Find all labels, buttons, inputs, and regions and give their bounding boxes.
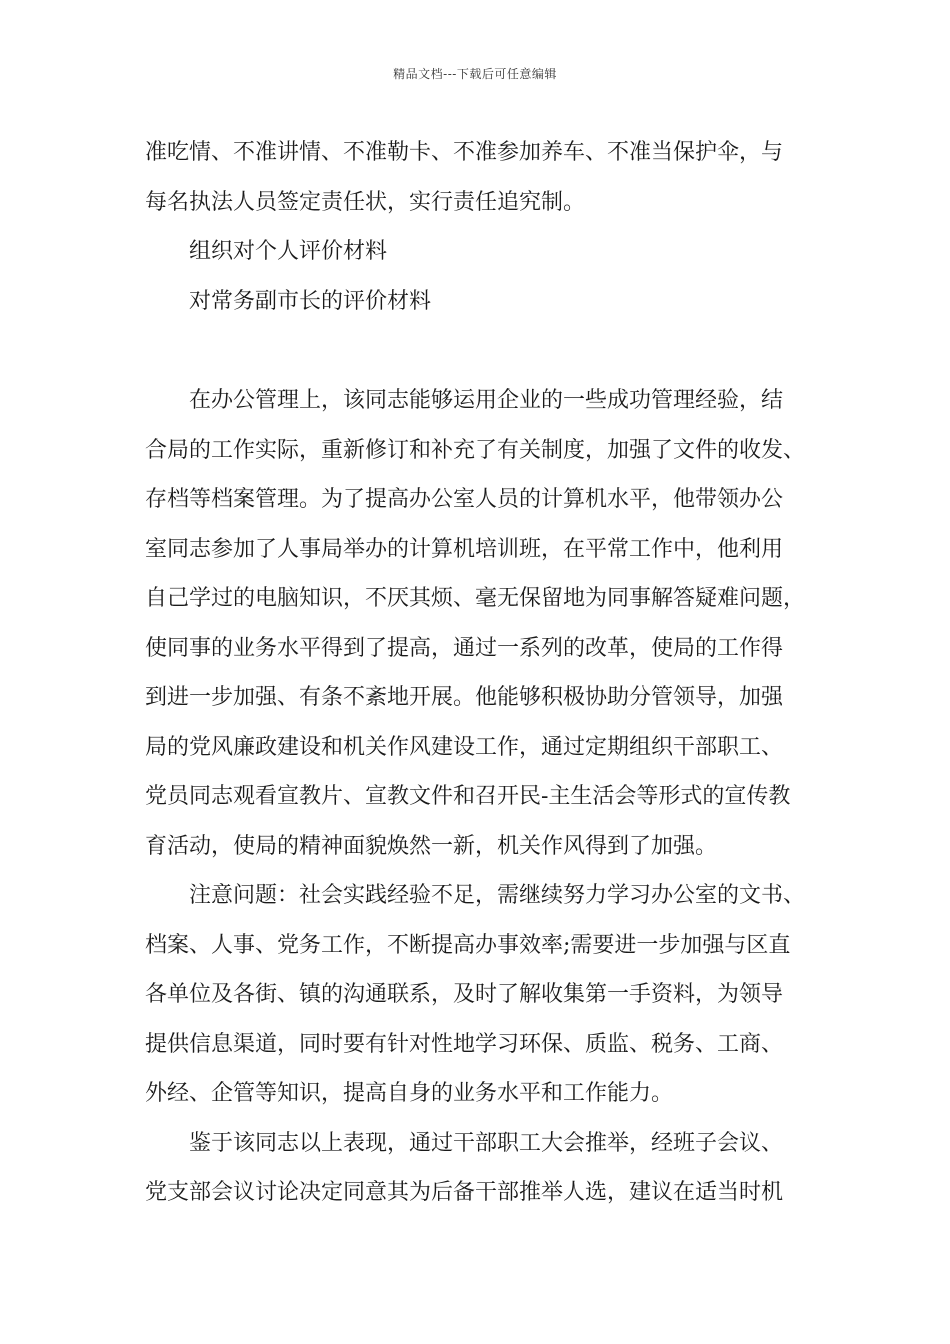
text-line: 室同志参加了人事局举办的计算机培训班，在平常工作中，他利用 [145, 536, 784, 562]
text-line: 党支部会议讨论决定同意其为后备干部推举人选，建议在适当时机 [145, 1180, 784, 1205]
text-line: 鉴于该同志以上表现，通过干部职工大会推举，经班子会议、 [189, 1130, 784, 1156]
text-line: 自己学过的电脑知识，不厌其烦、毫无保留地为同事解答疑难问题， [145, 586, 806, 611]
text-line: 育活动，使局的精神面貌焕然一新，机关作风得到了加强。 [145, 833, 718, 859]
section-subtitle: 对常务副市长的评价材料 [189, 288, 432, 314]
section-title: 组织对个人评价材料 [189, 239, 388, 264]
text-line: 档案、人事、党务工作，不断提高办事效率;需要进一步加强与区直 [145, 932, 791, 958]
text-line: 合局的工作实际，重新修订和补充了有关制度，加强了文件的收发、 [145, 437, 806, 463]
text-line: 准吃情、不准讲情、不准勒卡、不准参加养车、不准当保护伞，与 [145, 140, 784, 165]
text-line: 使同事的业务水平得到了提高，通过一系列的改革，使局的工作得 [145, 635, 784, 661]
document-body [145, 128, 825, 1218]
text-line: 各单位及各街、镇的沟通联系，及时了解收集第一手资料，为领导 [145, 982, 784, 1007]
page-header: 精品文档---下载后可任意编辑 [393, 67, 557, 81]
text-line: 党员同志观看宣教片、宣教文件和召开民-主生活会等形式的宣传教 [145, 784, 791, 809]
text-line: 存档等档案管理。为了提高办公室人员的计算机水平，他带领办公 [145, 487, 784, 512]
text-line: 局的党风廉政建设和机关作风建设工作，通过定期组织干部职工、 [145, 734, 784, 760]
text-line: 每名执法人员签定责任状，实行责任追究制。 [145, 189, 586, 215]
text-line: 在办公管理上，该同志能够运用企业的一些成功管理经验，结 [189, 388, 784, 413]
text-line: 到进一步加强、有条不紊地开展。他能够积极协助分管领导，加强 [145, 685, 784, 710]
text-line: 注意问题：社会实践经验不足，需继续努力学习办公室的文书、 [189, 883, 806, 908]
text-line: 提供信息渠道，同时要有针对性地学习环保、质监、税务、工商、 [145, 1031, 784, 1057]
text-line: 外经、企管等知识，提高自身的业务水平和工作能力。 [145, 1081, 674, 1106]
paragraph-gap [145, 326, 825, 376]
